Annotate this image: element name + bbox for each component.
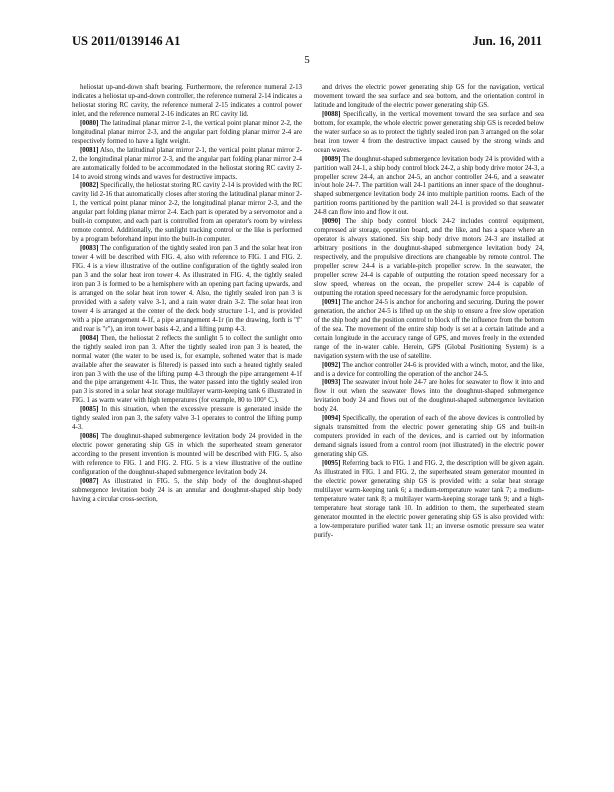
publication-number: US 2011/0139146 A1 xyxy=(72,34,181,48)
left-column xyxy=(72,84,302,505)
paragraph: [0089] The doughnut-shaped submergence levitation body 24 is provided with a partition wall 24-1, a ship body control block 24-2, a ship body drive motor 24-3, a propeller screw 24-4, an anchor 24-5, an anchor controller 24-6, and a seawater in/out hole 24-7. The partition wall 24-1 partitions an inner space of the doughnut-shaped submergence levitation body 24 into multiple partition rooms. Each of the partition rooms partitioned by the partition wall 24-1 is provided so that seawater 24-8 can flow into and flow it out. xyxy=(314,155,544,217)
paragraph: [0090] The ship body control block 24-2 includes control equipment, compressed air storage, operation board, and the like, and has a space where an operator is always stationed. Six ship body drive motors 24-3 are installed at arbitrary positions in the doughnut-shaped submergence levitation body 24, respectively, and the propulsive directions are changeable by remote control. The propeller screw 24-4 is a variable-pitch propeller screw. In the seawater, the propeller screw 24-4 is capable of outputting the rotation speed necessary for a slow speed, whereas on the ocean, the propeller screw 24-4 is capable of outputting the rotation speed necessary for the aerodynamic force propulsion. xyxy=(314,218,544,297)
paragraph: [0095] Referring back to FIG. 1 and FIG. 2, the description will be given again. As illustrated in FIG. 1 and FIG. 2, the superheated steam generator mounted in the electric power generating ship GS is provided with: a solar heat storage multilayer warm-keeping tank 6; a medium-temperature water tank 7; a medium-temperature water tank 8; a multilayer warm-keeping storage tank 9; and a high-temperature heat storage tank 10. In addition to them, the superheated steam generator mounted in the electric power generating ship GS is also provided with: a low-temperature purified water tank 11; an inverse osmotic pressure sea water purify- xyxy=(314,460,544,539)
paragraph: [0082] Specifically, the heliostat storing RC cavity 2-14 is provided with the RC cavity lid 2-16 that automatically closes after storing the latitudinal planar minor 2-1, the vertical point planar minor 2-2, the longitudinal planar mirror 2-3, and the angular part folding planar mirror 2-4. Each part is operated by a servomotor and a built-in computer, and each part is controlled from an operator's room by wireless remote control. Additionally, the sunlight tracking control or the like is performed by a program beforehand input into the built-in computer. xyxy=(72,182,302,244)
paragraph: [0080] The latitudinal planar mirror 2-1, the vertical point planar minor 2-2, the longitudinal planar mirror 2-3, and the angular part folding planar mirror 2-4 are respectively formed to have a light weight. xyxy=(72,119,302,145)
paragraph: [0091] The anchor 24-5 is anchor for anchoring and securing. During the power generation, the anchor 24-5 is lifted up on the ship to ensure a free slow operation of the ship body and the position control to block off the influence from the bottom of the sea. The movement of the entire ship body is set at a certain latitude and a certain longitude in the accuracy range of GPS, and moves freely in the extended range of the in-water cable. Herein, GPS (Global Positioning System) is a navigation system with the use of satellite. xyxy=(314,298,544,360)
paragraph: heliostat up-and-down shaft bearing. Furthermore, the reference numeral 2-13 indicates a heliostat up-and-down controller, the reference numeral 2-14 indicates a heliostat storing RC cavity, the reference numeral 2-15 indicates a control power inlet, and the reference numeral 2-16 indicates an RC cavity lid. xyxy=(72,84,302,118)
paragraph: [0081] Also, the latitudinal planar mirror 2-1, the vertical point planar mirror 2-2, the longitudinal planar mirror 2-3, and the angular part folding planar mirror 2-4 are automatically folded to be accommodated in the heliostat storing RC cavity 2-14 to avoid strong winds and waves for destructive impacts. xyxy=(72,146,303,181)
paragraph: [0087] As illustrated in FIG. 5, the ship body of the doughnut-shaped submergence levitation body 24 is an annular and doughnut-shaped ship body having a circular cross-section, xyxy=(72,477,302,503)
paragraph: [0084] Then, the heliostat 2 reflects the sunlight 5 to collect the sunlight onto the tightly sealed iron pan 3. After the tightly sealed iron pan 3 is heated, the normal water (the water to be used is, for example, softened water that is made available after the seawater is filtered) is passed into such a heated tightly sealed iron pan 3 with the use of the lifting pump 4-3 through the pipe arrangement 4-1f and the pipe arrangement 4-1r. Thus, the water passed into the tightly sealed iron pan 3 is stored in a solar heat storage multilayer warm-keeping tank 6 illustrated in FIG. 1 as warm water with high temperatures (for example, 80 to 100° C.). xyxy=(72,334,302,405)
right-column xyxy=(314,84,544,541)
paragraph: [0086] The doughnut-shaped submergence levitation body 24 provided in the electric power generating ship GS in which the superheated steam generator according to the present invention is mounted will be described with FIG. 5, also with reference to FIG. 1 and FIG. 2. FIG. 5 is a view illustrative of the outline configuration of the doughnut-shaped submergence levitation body 24. xyxy=(72,433,302,476)
page-number: 5 xyxy=(304,54,310,66)
paragraph: [0094] Specifically, the operation of each of the above devices is controlled by signals transmitted from the electric power generating ship GS and built-in computers provided in each of the devices, and is carried out by information demand signals issued from a control room (not illustrated) in the electric power generating ship GS. xyxy=(314,415,544,459)
publication-date: Jun. 16, 2011 xyxy=(472,34,542,48)
paragraph: [0085] In this situation, when the excessive pressure is generated inside the tightly sealed iron pan 3, the safety valve 3-1 operates to control the lifting pump 4-3. xyxy=(72,406,302,432)
paragraph: [0092] The anchor controller 24-6 is provided with a winch, motor, and the like, and is a device for controlling the operation of the anchor 24-5. xyxy=(314,361,544,378)
paragraph: [0093] The seawater in/out hole 24-7 are holes for seawater to flow it into and flow it out when the seawater flows into the doughnut-shaped submergence levitation body 24 and flows out of the doughnut-shaped submergence levitation body 24. xyxy=(314,379,544,414)
paragraph: and drives the electric power generating ship GS for the navigation, vertical movement toward the sea surface and sea bottom, and the orientation control in latitude and longitude of the electric power generating ship GS. xyxy=(314,84,544,109)
paragraph: [0083] The configuration of the tightly sealed iron pan 3 and the solar heat iron tower 4 will be described with FIG. 4, also with reference to FIG. 1 and FIG. 2. FIG. 4 is a view illustrative of the outline configuration of the tightly sealed iron pan 3 and the solar heat iron tower 4. As illustrated in FIG. 4, the tightly sealed iron pan 3 is formed to be a hemisphere with an opening part facing upwards, and is arranged on the solar heat iron tower 4. Also, the tightly sealed iron pan 3 is provided with a safety valve 3-1, and a rain water drain 3-2. The solar heat iron tower 4 is arranged at the center of the deck body structure 1-1, and is provided with a pipe arrangement 4-1f, a pipe arrangement 4-1r (in the drawing, forth is "f" and rear is "r"), an iron tower basis 4-2, and a lifting pump 4-3. xyxy=(72,245,302,333)
paragraph: [0088] Specifically, in the vertical movement toward the sea surface and sea bottom, for example, the whole electric power generating ship GS is receded below the water surface so as to protect the tightly sealed iron pan 3 arranged on the solar heat iron tower 4 from the destructive impact caused by the strong winds and ocean waves. xyxy=(314,110,544,154)
